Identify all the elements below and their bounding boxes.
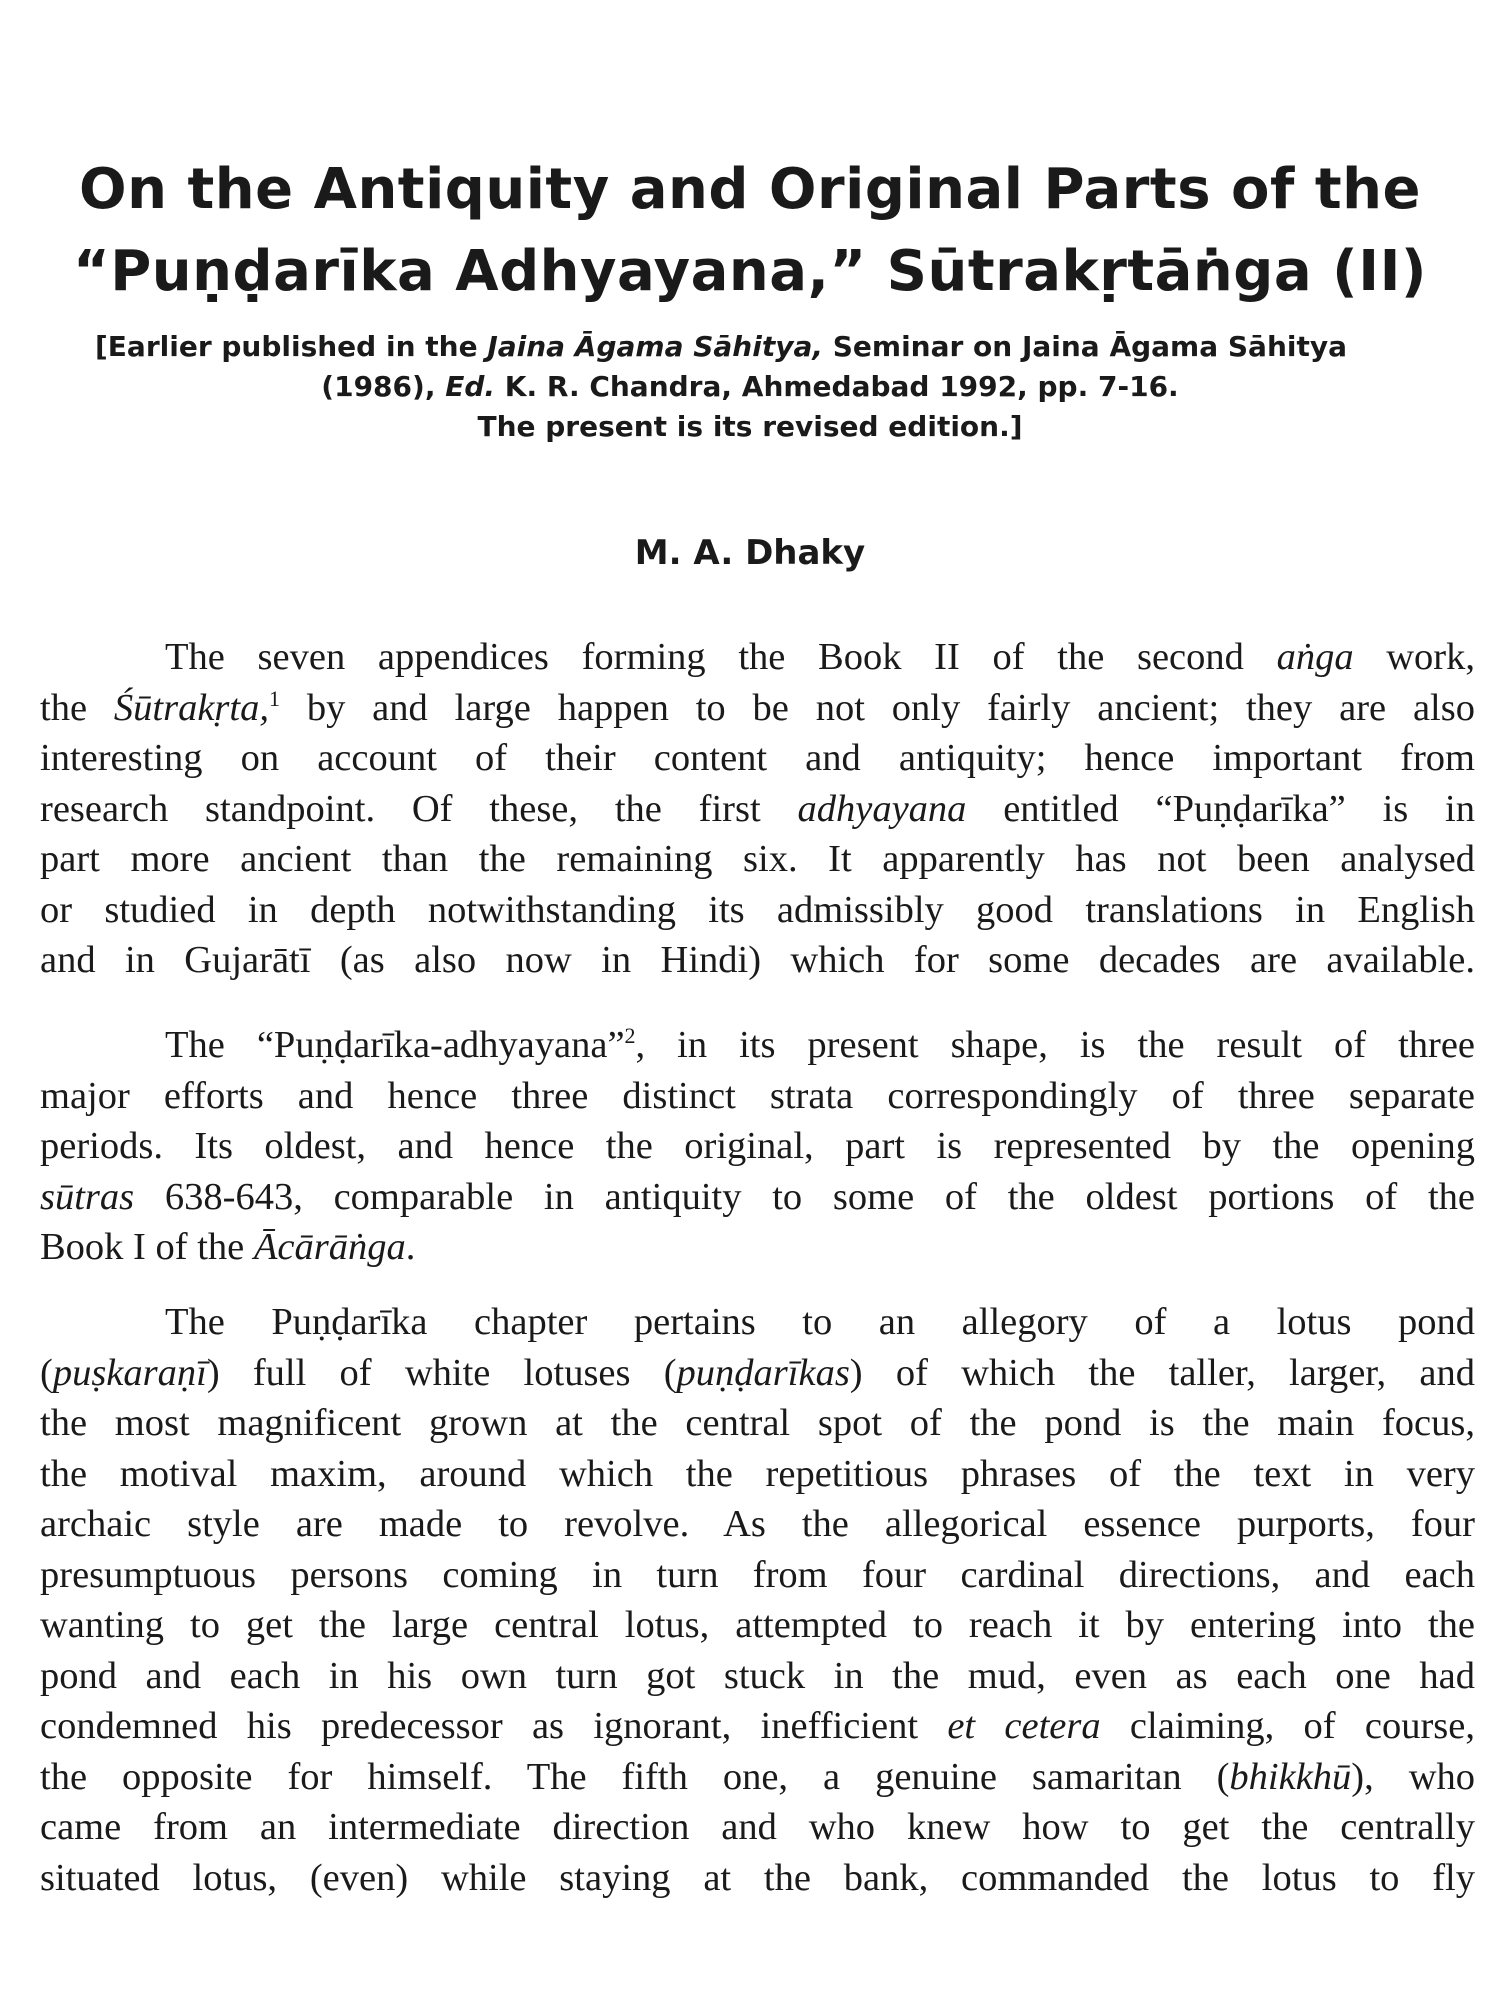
text-line: condemned his predecessor as ignorant, inefficient et cetera claiming, of course, bbox=[40, 1705, 1476, 1747]
text-line: the opposite for himself. The fifth one, a genuine samaritan (bhikkhū), who bbox=[40, 1755, 1476, 1798]
text-line: came from an intermediate direction and who knew how to get the centrally bbox=[40, 1806, 1475, 1848]
text-line: the most magnificent grown at the central spot of the pond is the main focus, bbox=[40, 1402, 1475, 1444]
publication-note-line-1 bbox=[95, 326, 1347, 368]
paragraph-3 bbox=[40, 1297, 1475, 1903]
text-line: presumptuous persons coming in turn from four cardinal directions, and each bbox=[40, 1553, 1475, 1596]
text-line: archaic style are made to revolve. As the allegorical essence purports, four bbox=[40, 1503, 1475, 1545]
text-line: The “Puṇḍarīka-adhyayana”$^2$, in its present shape, is the result of three bbox=[165, 1023, 1476, 1066]
note-text: Seminar on Jaina Āgama Sāhitya bbox=[822, 330, 1347, 363]
text-line: sūtras 638-643, comparable in antiquity to some of the oldest portions of the bbox=[40, 1175, 1475, 1218]
text-line: Book I of the Ācārāṅga. bbox=[40, 1226, 416, 1268]
text-line: research standpoint. Of these, the first adhyayana entitled “Puṇḍarīka” is in bbox=[40, 787, 1475, 830]
text-line: part more ancient than the remaining six. It apparently has not been analysed bbox=[40, 838, 1475, 880]
text-line: major efforts and hence three distinct strata correspondingly of three separate bbox=[40, 1074, 1475, 1117]
text-line: pond and each in his own turn got stuck in the mud, even as each one had bbox=[40, 1654, 1475, 1697]
publication-note-line-3: The present is its revised edition.] bbox=[477, 410, 1023, 443]
text-line: and in Gujarātī (as also now in Hindi) which for some decades are available. bbox=[40, 939, 1475, 981]
note-editor-abbrev: Ed. bbox=[445, 370, 496, 403]
text-line: The seven appendices forming the Book II of the second aṅga work, bbox=[165, 636, 1475, 678]
paragraph-2 bbox=[40, 1020, 1475, 1273]
text-line: periods. Its oldest, and hence the original, part is represented by the opening bbox=[40, 1125, 1475, 1167]
note-text: K. R. Chandra, Ahmedabad 1992, pp. 7-16. bbox=[495, 370, 1179, 403]
footnote-ref-1: 1 bbox=[268, 685, 280, 711]
note-text: (1986), bbox=[321, 370, 446, 403]
author-name: M. A. Dhaky bbox=[634, 533, 866, 573]
publication-note-line-2 bbox=[60, 366, 1440, 408]
text-line: the Śūtrakṛta,$^1$ by and large happen to be not only fairly ancient; they are also bbox=[40, 685, 1475, 729]
paragraph-1 bbox=[40, 632, 1475, 986]
footnote-ref-2: 2 bbox=[624, 1023, 636, 1049]
text-line: The Puṇḍarīka chapter pertains to an allegory of a lotus pond bbox=[165, 1301, 1475, 1343]
text-line: situated lotus, (even) while staying at the bank, commanded the lotus to fly bbox=[40, 1856, 1475, 1899]
text-line: wanting to get the large central lotus, attempted to reach it by entering into the bbox=[40, 1604, 1475, 1646]
title-line-2: “Puṇḍarīka Adhyayana,” Sūtrakṛtāṅga (II) bbox=[72, 239, 1428, 304]
text-line: (puṣkaraṇī) full of white lotuses (puṇḍarīkas) of which the taller, larger, and bbox=[40, 1351, 1475, 1394]
title-line-1: On the Antiquity and Original Parts of the bbox=[79, 157, 1421, 222]
text-line: the motival maxim, around which the repetitious phrases of the text in very bbox=[40, 1452, 1475, 1495]
text-line: interesting on account of their content and antiquity; hence important from bbox=[40, 737, 1475, 779]
text-line: or studied in depth notwithstanding its admissibly good translations in English bbox=[40, 888, 1475, 931]
note-text: [Earlier published in the bbox=[95, 330, 488, 363]
note-journal-title: Jaina Āgama Sāhitya, bbox=[487, 330, 823, 363]
